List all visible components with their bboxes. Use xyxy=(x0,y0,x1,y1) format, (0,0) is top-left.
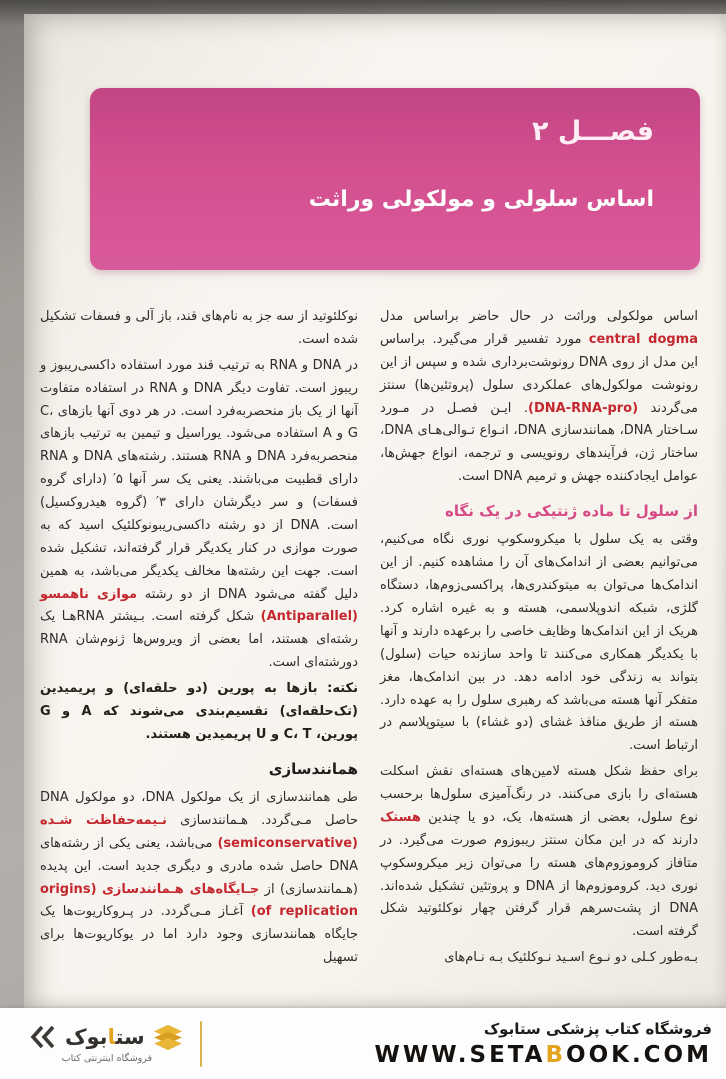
brand-name: ستابوک xyxy=(65,1025,145,1049)
paragraph-dna-rna: در DNA و RNA به ترتیب قند مورد استفاده داکسی‌ریبوز و ریبوز است. تفاوت دیگر DNA و RNA در استفاده متفاوت آنها از یک باز منحصربه‌فرد است. در هر دوی آنها بازهای C، G و A استفاده می‌شود. یوراسیل و تیمین به ترتیب بازهای منحصربه‌فرد DNA و RNA هستند. رشته‌های DNA و RNA دارای قطبیت می‌باشند. یعنی یک سر آنها ۵′ (دارای گروه فسفات) و سر دیگرشان دارای ۳′ (گروه هیدروکسیل) است. DNA از دو رشته داکسی‌ریبونوکلئیک اسید که به صورت موازی در کنار یکدیگر قرار گرفته‌اند، تشکیل شده است. جهت این رشته‌ها مخالف یکدیگر می‌باشد، به همین دلیل گفته می‌شود DNA از دو رشته موازی ناهمسو (Antiparallel) شکل گرفته است. بـیشتر RNAهـا یک رشته‌ای هستند، اما بعضی از ویروس‌ها ژنوم‌شان RNA دورشته‌ای است. xyxy=(40,357,359,671)
brand-logo xyxy=(30,1023,184,1064)
footer-divider xyxy=(200,1021,202,1067)
footer-bar xyxy=(0,1008,726,1079)
column-right xyxy=(380,306,698,1006)
text-columns xyxy=(40,306,698,1006)
stacked-book-icon xyxy=(152,1023,184,1051)
store-name: فروشگاه کتاب پزشکی ستابوک xyxy=(483,1019,712,1038)
column-left xyxy=(40,306,358,1006)
logo-row xyxy=(30,1023,184,1051)
section-heading-replication: همانندسازی xyxy=(268,759,358,778)
paragraph-organelles: وقتی به یک سلول با میکروسکوپ نوری نگاه می‌کنیم، می‌توانیم بعضی از اندامک‌های آن را مشاهده کنیم. از این اندامک‌ها می‌توان به میتوکندری‌ها، پراکسی‌زوم‌ها، دستگاه گلژی، شبکه اندوپلاسمی، هسته و به غیره اشاره کرد. هریک از این اندامک‌ها وظایف خاصی را برعهده دارند و آنها با یکدیگر همکاری می‌کنند تا واحد سازنده حیات (سلول) بتواند به زندگی خود ادامه دهد. در بین اندامک‌ها، مغز متفکر آنها هسته می‌باشد که رهبری سلول را به عهده دارد. هسته از طریق منافذ غشای (دو غشاء) با سیتوپلاسم در ارتباط است. xyxy=(380,532,698,754)
paragraph-nucleus: برای حفظ شکل هسته لامین‌های هسته‌ای نقش اسکلت هسته‌ای را بازی می‌کنند. در رنگ‌آمیزی سلول‌ها برحسب نوع سلول، بعضی از هسته‌ها، یک، دو یا چندین هستک دارند که در این مکان سنتز ریبوزوم صورت می‌گیرد. در متافاز کروموزوم‌های هسته را می‌توان زیر میکروسکوپ نوری دید. کروموزوم‌ها از DNA و پروتئین تشکیل شده‌اند. DNA از پشت‌سرهم قرار گرفتن چهار نوکلئوتید شکل گرفته است. xyxy=(380,764,698,940)
paragraph-central-dogma: اساس مولکولی وراثت در حال حاضر براساس مدل central dogma مورد تفسیر قرار می‌گیرد. براساس این مدل از روی DNA رونوشت‌برداری شده و سپس از این رونوشت مولکول‌های عملکردی سلول (پروتئین‌ها) سنتز می‌گردند (DNA-RNA-pro). ایـن فصـل در مـورد سـاختار DNA، همانندسازی DNA، انـواع تـوالی‌هـای DNA، ساختار ژن، فرآیندهای رونویسی و ترجمه، انواع جهش‌ها، عوامل ایجادکننده جهش و ترمیم DNA است. xyxy=(380,309,699,485)
website-url: WWW.SETABOOK.COM xyxy=(374,1041,712,1068)
double-chevron-icon xyxy=(30,1025,58,1049)
paragraph-nucleic-acids: بـه‌طور کـلی دو نـوع اسـید نـوکلئیک بـه نـام‌های xyxy=(444,950,698,966)
note-paragraph: نکته: بازها به پورین (دو حلقه‌ای) و پریمیدین (تک‌حلقه‌ای) تقسیم‌بندی می‌شوند که A و G پورین، C، T و U پریمیدین هستند. xyxy=(40,681,358,742)
section-heading-cell-overview: از سلول تا ماده ژنتیکی در یک نگاه xyxy=(445,502,698,520)
chapter-header xyxy=(90,88,700,270)
chapter-number: فصـــل ۲ xyxy=(532,116,654,147)
brand-tagline: فروشگاه اینترنتی کتاب xyxy=(61,1053,153,1064)
book-page xyxy=(24,14,726,1008)
paragraph-replication: طی همانندسازی از یک مولکول DNA، دو مولکول DNA حاصل مـی‌گردد. هـمانندسازی نـیمه‌حفاظت شـده (semiconservative) می‌باشد، یعنی یکی از رشته‌های DNA حاصل شده مادری و دیگری جدید است. این پدیده (هـمانندسازی) از جـایگاه‌های هـمانندسازی (origins of replication) آغـاز مـی‌گردد. در پـروکاریوت‌ها یک جایگاه همانندسازی وجود دارد اما در یوکاریوت‌ها برای تسهیل xyxy=(40,790,358,966)
footer-info xyxy=(218,1020,712,1068)
chapter-title: اساس سلولی و مولکولی وراثت xyxy=(308,187,654,212)
paragraph-nucleotide: نوکلئوتید از سه جز به نام‌های قند، باز آلی و فسفات تشکیل شده است. xyxy=(40,309,358,347)
